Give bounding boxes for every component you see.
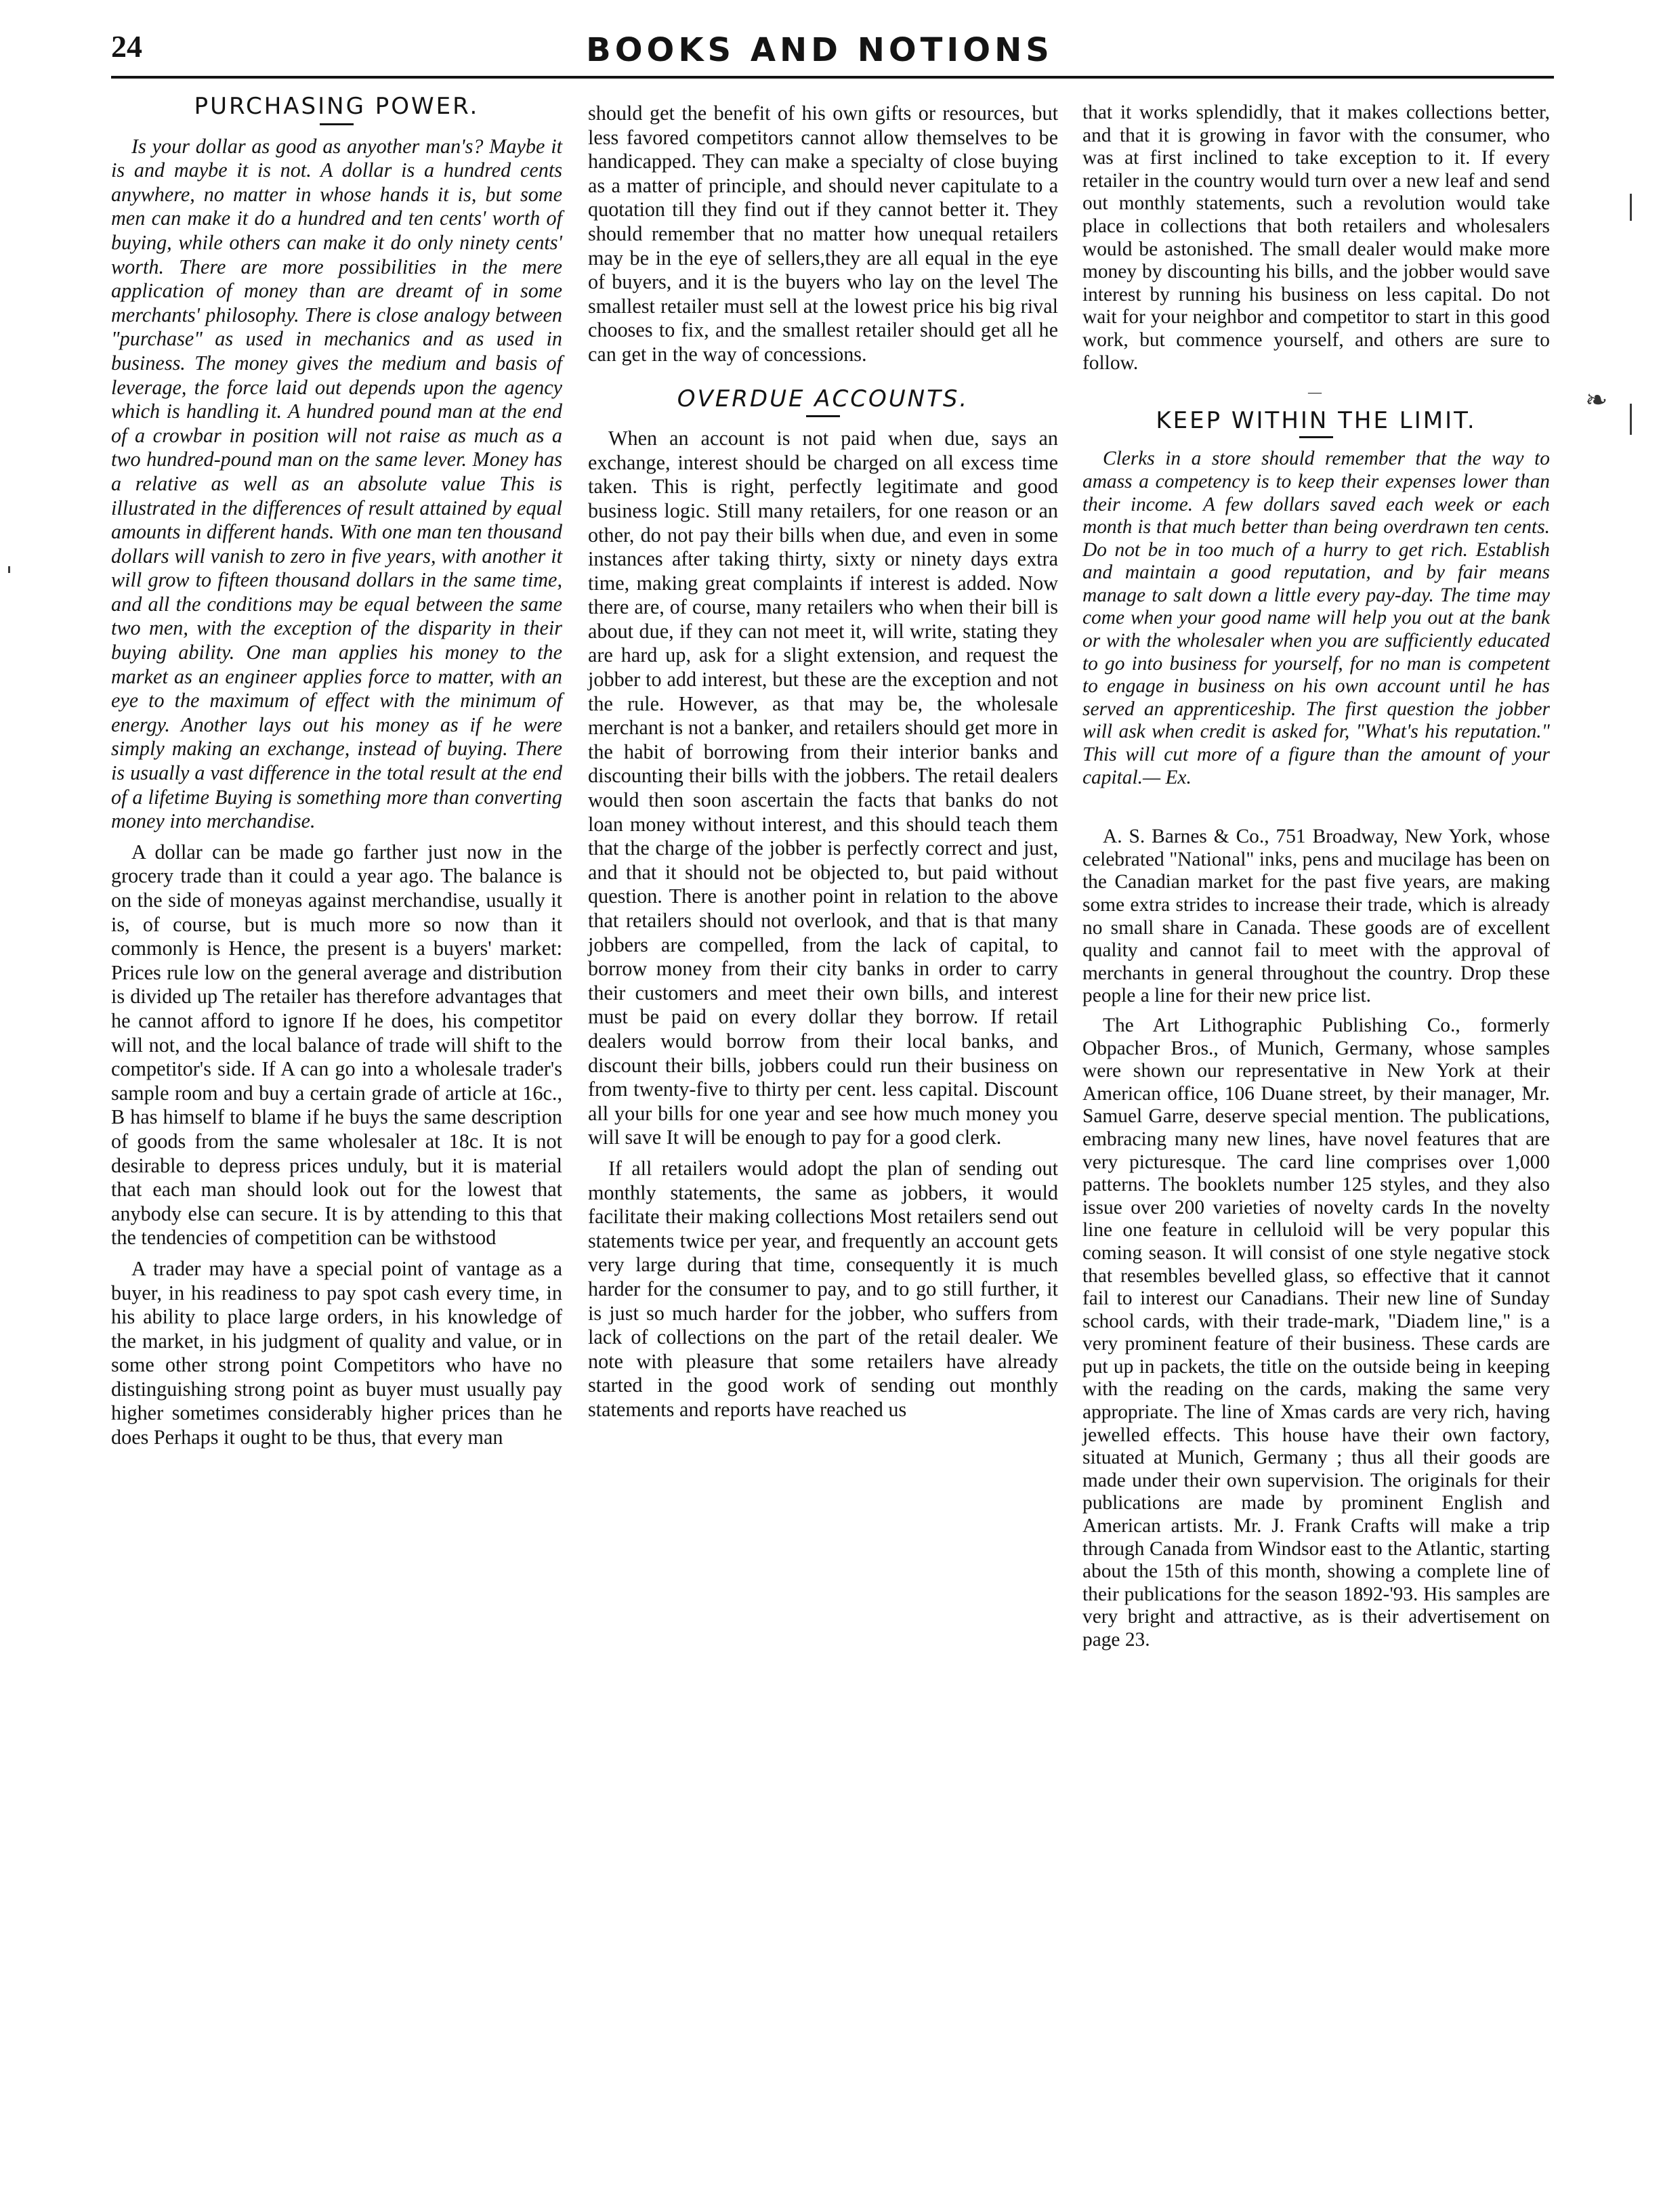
article-keep-within-the-limit <box>1082 406 1550 790</box>
article-paragraph-continued: that it works splendidly, that it makes collections better, and that it is growing in favor with the consumer, who was at first inclined to take exception to it. If every retailer in the country would turn over a new leaf and send out monthly statements, such a revolution would take place in collections that both retailers and wholesalers would be astonished. The small dealer would make more money by discounting his bills, and the jobber would save interest by running his business on less capital. Do not wait for your neighbor and competitor to start in this good work, but commence yourself, and others are sure to follow. <box>1082 102 1550 374</box>
printers-ornament-icon: ❧ <box>1585 385 1608 416</box>
article-paragraph: Is your dollar as good as anyother man's? Maybe it is and maybe it is not. A dollar is a hundred cents anywhere, no matter in whose hands it is, but some men can make it do a hundred and ten cents' worth of buying, while others can make it do only ninety cents' worth. There are more possibilities in the mere application of money than are dreamt of in some merchants' philosophy. There is close analogy between "purchase" as used in mechanics and as used in business. The money gives the medium and basis of leverage, the force laid out depends upon the agency which is handling it. A hundred pound man at the end of a crowbar in position will not raise as much as a two hundred-pound man on the same lever. Money has a relative as well as an absolute value This is illustrated in the differences of result attained by equal amounts in different hands. With one man ten thousand dollars will vanish to zero in five years, with another it will grow to fifteen thousand dollars in the same time, and all the conditions may be equal between the same two men, with the exception of the disparity in their buying ability. One man applies his money to the market as an engineer applies force to matter, with an eye to the maximum of effect with the minimum of energy. Another lays out his money as if he were simply making an exchange, instead of buying. There is usually a vast difference in the total result at the end of a lifetime Buying is something more than converting money into merchandise. <box>111 134 562 833</box>
column-2 <box>588 102 1058 2188</box>
article-paragraph: Clerks in a store should remember that the way to amass a competency is to keep their expenses lower than their income. A few dollars saved each week or each month is that much better than being overdrawn ten cents. Do not be in too much of a hurry to get rich. Establish and maintain a good reputation, and by fair means manage to salt down a little every pay-day. The time may come when your good name will help you out at the bank or with the wholesaler when you are sufficiently educated to go into business for yourself, for no man is competent to engage in business on his own account until he has served an apprenticeship. The first question the jobber will ask when credit is asked for, "What's his reputation." This will cut more of a figure than the amount of your capital.— Ex. <box>1082 448 1550 788</box>
article-heading: OVERDUE ACCOUNTS. <box>677 385 969 412</box>
article-heading: PURCHASING POWER. <box>194 93 480 120</box>
article-paragraph-continued: should get the benefit of his own gifts or resources, but less favored competitors cannot allow themselves to be handicapped. They can make a specialty of close buying as a matter of principle, and should never capitulate to a quotation till they find out if they cannot better it. They should remember that no matter how unequal retailers may be in the eye of sellers,they are all equal in the eye of buyers, and it is the buyers who lay on the level The smallest retailer must sell at the lowest price his big rival chooses to fix, and the smallest retailer should get all he can get in the way of concessions. <box>588 102 1058 366</box>
article-paragraph: The Art Lithographic Publishing Co., formerly Obpacher Bros., of Munich, Germany, whose samples were shown our representative in New York at their American office, 106 Duane street, by their manager, Mr. Samuel Garre, deserve special mention. The publications, embracing many new lines, have novel features that are very picturesque. The card line comprises over 1,000 patterns. The booklets number 125 styles, and they also issue over 200 varieties of novelty cards In the novelty line one feature in celluloid will be very popular this coming season. It will consist of one style negative stock that resembles bevelled glass, so effective that it cannot fail to interest our Canadians. Their new line of Sunday school cards, with their trade-mark, "Diadem line," is a very prominent feature of their business. These cards are put up in packets, the title on the outside being in keeping with the reading on the cards, making the same very appropriate. The line of Xmas cards are very rich, having jewelled effects. This house have their own factory, situated at Munich, Germany ; thus all their goods are made under their own supervision. The originals for their publications are made by prominent English and American artists. Mr. J. Frank Crafts will make a trip through Canada from Windsor east to the Atlantic, starting about the 15th of this month, showing a complete line of their publications for the season 1892-'93. His samples are very bright and attractive, as is their advertisement on page 23. <box>1082 1014 1550 1651</box>
article-purchasing-power <box>111 95 562 1450</box>
heading-rule <box>320 123 354 125</box>
header-rule <box>111 76 1554 79</box>
column-3 <box>1082 102 1550 2188</box>
page-number: 24 <box>111 29 142 64</box>
article-paragraph: When an account is not paid when due, says an exchange, interest should be charged on all excess time taken. This is right, perfectly legitimate and good business logic. Still many retailers, for one reason or an other, do not pay their bills when due, and even in some instances after taking thirty, sixty or ninety days extra time, making great complaints if interest is added. Now there are, of course, many retailers who when their bill is about due, if they can not meet it, will write, stating they are hard up, ask for a slight extension, and request the jobber to add interest, but these are the exception and not the rule. However, as that may be, the wholesale merchant is not a banker, and retailers should get more in the habit of borrowing from their interior banks and discounting their bills with the jobbers. The retail dealers would then soon ascertain the facts that banks do not loan money without interest, and this should teach them that the charge of the jobber is perfectly correct and just, and that it should not be objected to, but paid without question. There is another point in relation to the above that retailers should not overlook, and that is that many jobbers are compelled, from the lack of capital, to borrow money from their city banks in order to carry their customers and meet their own bills, and interest must be paid on every dollar they borrow. If retail dealers would borrow from their local banks, and discount their bills, jobbers could run their business on from twenty-five to thirty per cent. less capital. Discount all your bills for one year and see how much money you will save It will be enough to pay for a good clerk. <box>588 427 1058 1149</box>
article-trade-notes <box>1082 826 1550 1651</box>
spacer <box>1082 796 1550 826</box>
article-heading: KEEP WITHIN THE LIMIT. <box>1156 406 1477 434</box>
margin-mark <box>8 566 10 573</box>
margin-mark <box>1630 404 1632 435</box>
article-paragraph: A. S. Barnes & Co., 751 Broadway, New York, whose celebrated "National" inks, pens and mucilage has been on the Canadian market for the past five years, are making some extra strides to increase their trade, which is already no small share in Canada. These goods are of excellent quality and cannot fail to meet with the approval of merchants in general throughout the country. Drop these people a line for their new price list. <box>1082 826 1550 1007</box>
article-paragraph: A dollar can be made go farther just now in the grocery trade than it could a year ago. The balance is on the side of moneyas against merchandise, usually it is, of course, but is much more so now than it commonly is Hence, the present is a buyers' market: Prices rule low on the general average and distribution is divided up The retailer has therefore advantages that he cannot afford to ignore If he does, his competitor will not, and the local balance of trade will shift to the competitor's side. If A can go into a wholesale trader's sample room and buy a certain grade of article at 16c., B has himself to blame if he buys the same description of goods from the same wholesaler at 18c. It is not desirable to depress prices unduly, but it is material that each man should look out for the lowest that anybody else can secure. It is by attending to this that the tendencies of competition can be withstood <box>111 840 562 1250</box>
heading-rule <box>1299 436 1333 438</box>
article-paragraph: If all retailers would adopt the plan of sending out monthly statements, the same as jobbers, it would facilitate their making collections Most retailers send out statements twice per year, and frequently an account gets very large during that time, consequently it is much harder for the consumer to pay, and to go still further, it is just so much harder for the jobber, who suffers from lack of collections on the part of the retail dealer. We note with pleasure that some retailers have already started in the good work of sending out monthly statements and reports have reached us <box>588 1156 1058 1421</box>
article-paragraph: A trader may have a special point of vantage as a buyer, in his readiness to pay spot cash every time, in his ability to place large orders, in his knowledge of the market, in his judgment of quality and value, or in some other strong point Competitors who have no distinguishing strong point as buyer must usually pay higher sometimes considerably higher prices than he does Perhaps it ought to be thus, that every man <box>111 1256 562 1449</box>
article-overdue-accounts <box>588 387 1058 1422</box>
margin-mark <box>1630 194 1632 221</box>
heading-rule <box>806 415 840 417</box>
column-1 <box>111 95 562 2188</box>
running-head-title: BOOKS AND NOTIONS <box>586 31 1053 69</box>
section-separator: — <box>1308 385 1324 400</box>
